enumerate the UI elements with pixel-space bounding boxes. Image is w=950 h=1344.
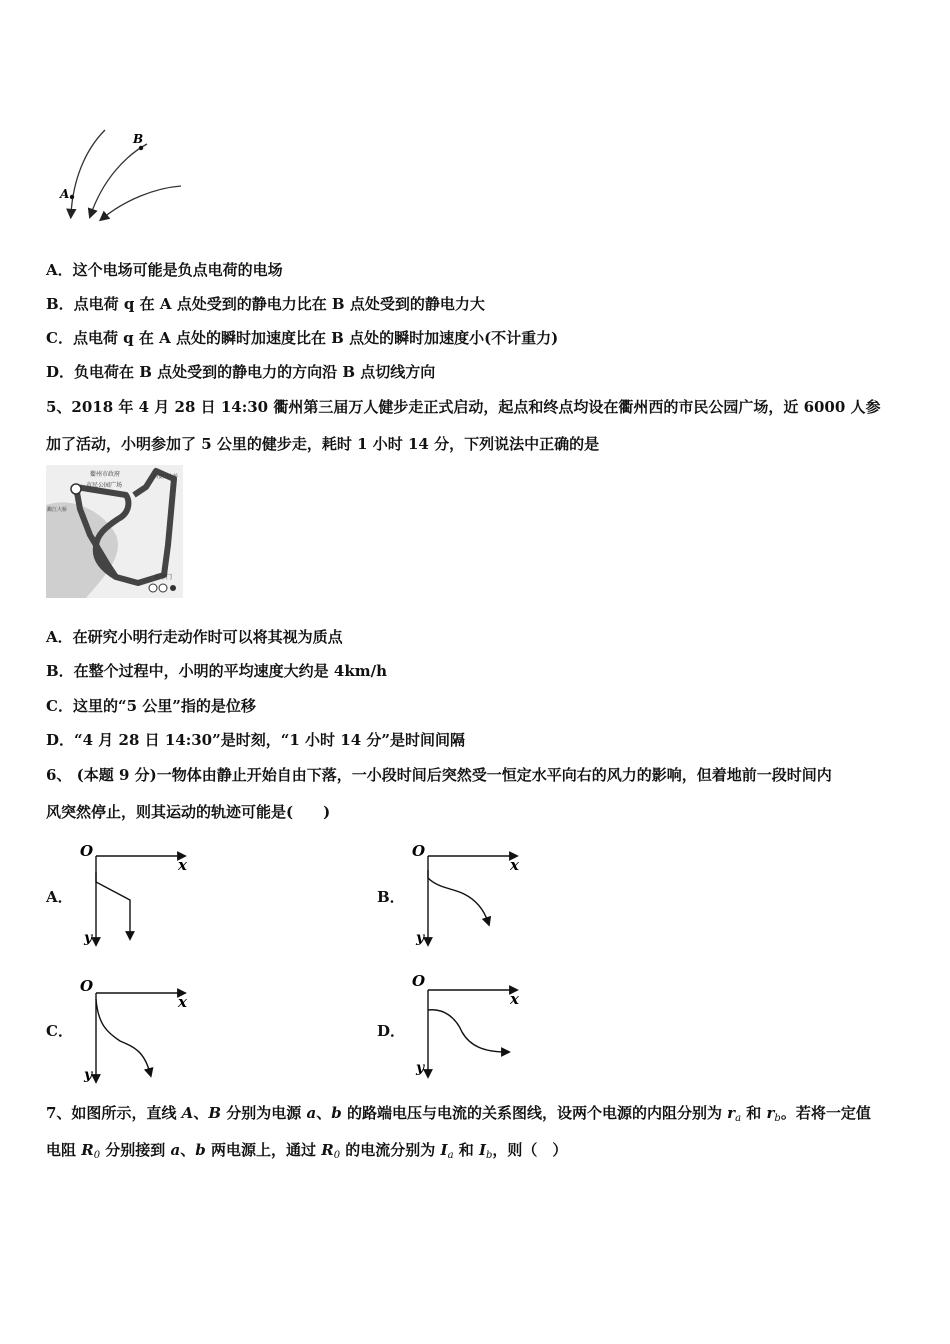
axis-o: O (412, 972, 426, 990)
q4-option-d: D．负电荷在 B 点处受到的静电力的方向沿 B 点切线方向 (46, 363, 436, 381)
axis-y: y (416, 930, 425, 946)
q5-stem-line1: 5、2018 年 4 月 28 日 14:30 衢州第三届万人健步走正式启动，起点和终点均设在衢州西的市民公园广场，近 6000 人参 (46, 398, 881, 416)
q7-stem-line2: 电阻 $R_0$ 分别接到 a、b 两电源上，通过 $R_0$ 的电流分别为 $I_a$ 和 $I_b$，则（ ） (46, 1141, 568, 1161)
axis-y: y (84, 1067, 93, 1083)
q5-option-c: C．这里的“5 公里”指的是位移 (46, 697, 256, 715)
start-marker (71, 484, 81, 494)
q4-option-c: C．点电荷 q 在 A 点处的瞬时加速度比在 B 点处的瞬时加速度小(不计重力) (46, 329, 559, 347)
q5-stem-line2: 加了活动，小明参加了 5 公里的健步走，耗时 1 小时 14 分，下列说法中正确的是 (46, 435, 600, 453)
field-line-1 (71, 130, 105, 214)
q6-stem-line2: 风突然停止，则其运动的轨迹可能是( ) (46, 803, 331, 821)
axis-o: O (80, 977, 94, 995)
map-gov: 衢州市政府 (90, 471, 121, 478)
q6-label-d: D． (377, 1022, 406, 1040)
q5-option-b: B．在整个过程中，小明的平均速度大约是 4km/h (46, 662, 387, 680)
route-map (46, 465, 183, 598)
q4-option-b: B．点电荷 q 在 A 点处受到的静电力比在 B 点处受到的静电力大 (46, 295, 485, 313)
map-plaza: 市民公园广场 (86, 482, 123, 489)
axis-y: y (416, 1060, 425, 1076)
field-line-2 (91, 144, 147, 214)
trajectory-c (96, 999, 150, 1073)
trajectory-d (428, 1010, 506, 1052)
map-water: 水亭门 (154, 574, 173, 581)
axis-x: x (510, 856, 519, 874)
point-b (139, 146, 143, 150)
axis-x: x (178, 856, 187, 874)
q6-label-a: A． (46, 888, 73, 906)
drop-icon (170, 585, 176, 591)
q6-graph-d (410, 970, 530, 1078)
axis-y: y (84, 930, 93, 946)
q6-graph-b (410, 842, 530, 946)
axis-o: O (412, 842, 426, 860)
trajectory-a (96, 872, 130, 936)
q6-label-c: C． (46, 1022, 73, 1040)
map-gate: 西安门大桥 (153, 474, 179, 480)
q7-stem-line1: 7、如图所示，直线 A、B 分别为电源 a、b 的路端电压与电流的关系图线，设两个电源的内阻分别为 $r_a$ 和 $r_b$。若将一定值 (46, 1104, 871, 1124)
q6-graph-c (78, 975, 198, 1083)
q6-label-b: B． (377, 888, 405, 906)
axis-x: x (178, 993, 187, 1011)
trajectory-b (428, 870, 488, 922)
q5-option-d: D．“4 月 28 日 14:30”是时刻，“1 小时 14 分”是时间间隔 (46, 731, 465, 749)
label-a: A (60, 187, 70, 201)
q5-option-a: A．在研究小明行走动作时可以将其视为质点 (46, 628, 343, 646)
q4-option-a: A．这个电场可能是负点电荷的电场 (46, 261, 283, 279)
label-b: B (133, 132, 144, 146)
axis-x: x (510, 990, 519, 1008)
map-bridge: 衢江大桥 (47, 507, 68, 513)
q6-graph-a (78, 842, 198, 946)
q6-stem-line1: 6、 (本题 9 分)一物体由静止开始自由下落，一小段时间后突然受一恒定水平向右的风力的影响，但着地前一段时间内 (46, 766, 832, 784)
field-line-3 (103, 186, 181, 218)
point-a (70, 195, 74, 199)
axis-o: O (80, 842, 94, 860)
poi-icon-2 (159, 584, 167, 592)
poi-icon (149, 584, 157, 592)
electric-field-figure (55, 130, 195, 230)
